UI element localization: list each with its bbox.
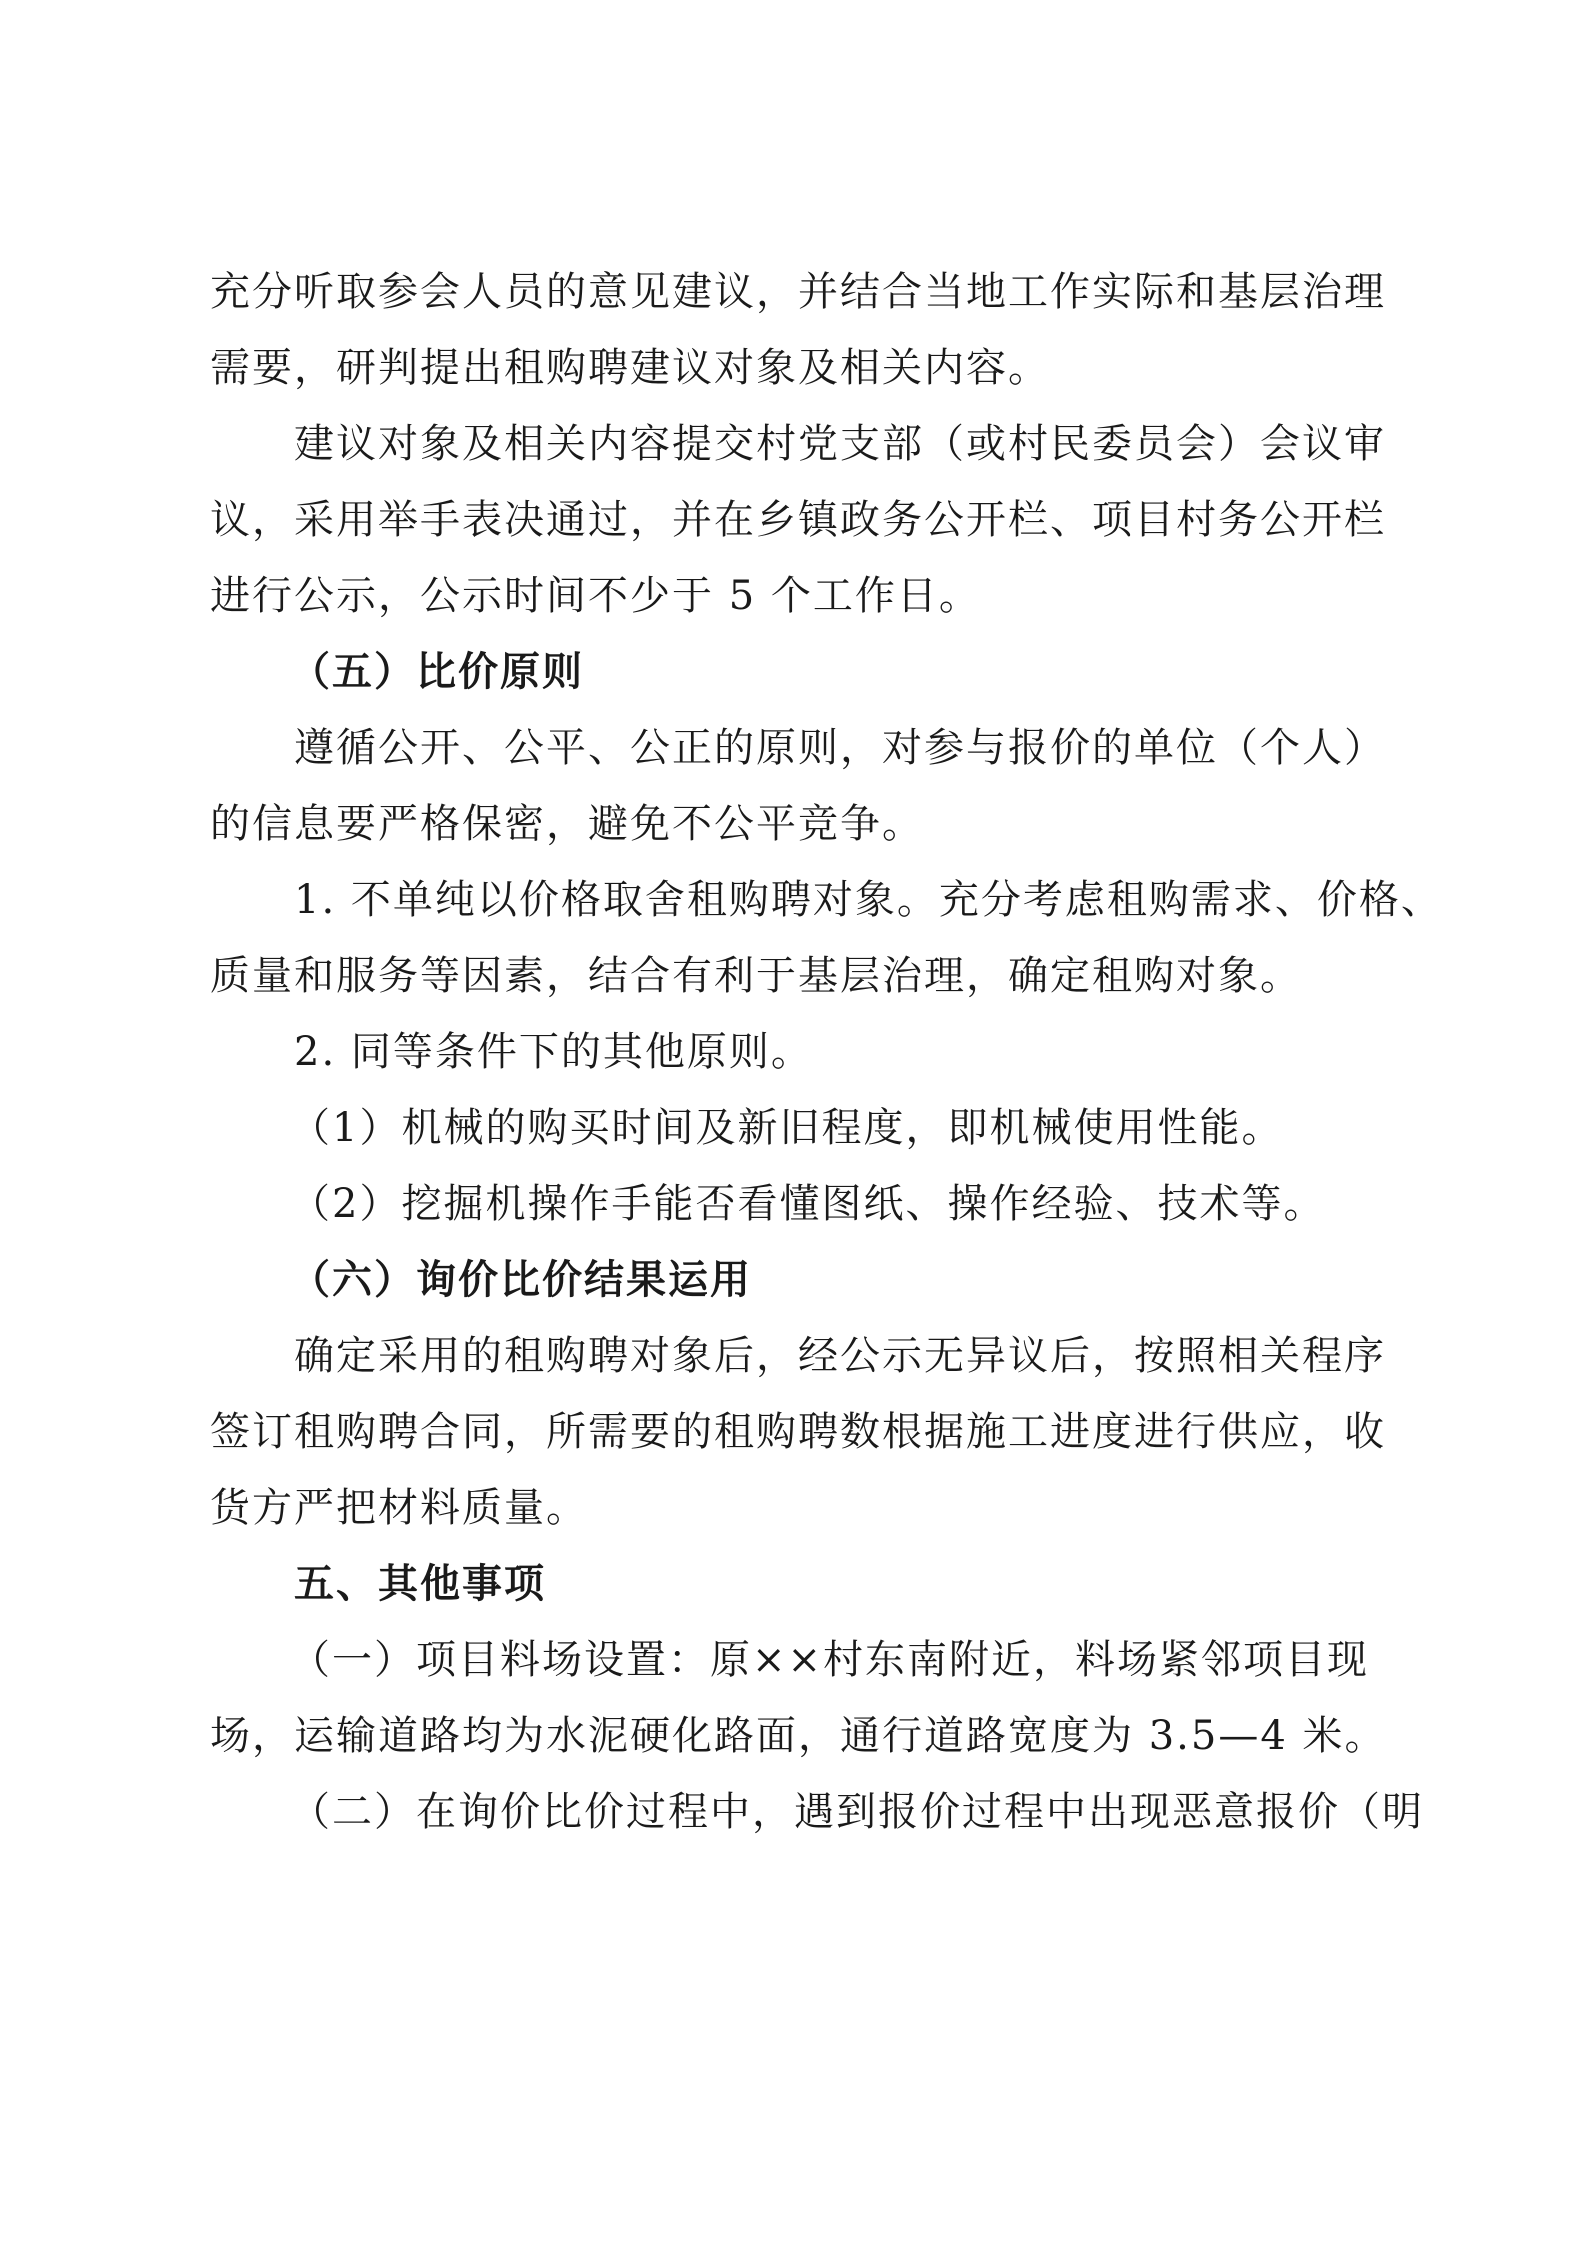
text-line: 充分听取参会人员的意见建议，并结合当地工作实际和基层治理 [210,269,1386,315]
text-line: 签订租购聘合同，所需要的租购聘数根据施工进度进行供应，收 [210,1409,1386,1455]
paragraph-line: 建议对象及相关内容提交村党支部（或村民委员会）会议审 [294,421,1386,467]
section-heading-jieguo-yunyong: （六）询价比价结果运用 [290,1256,752,1303]
paragraph-line: 遵循公开、公平、公正的原则，对参与报价的单位（个人） [294,725,1386,771]
section-heading-bijia-yuanze: （五）比价原则 [290,648,584,695]
text-line: 货方严把材料质量。 [210,1485,588,1531]
text-line: 议，采用举手表决通过，并在乡镇政务公开栏、项目村务公开栏 [210,497,1386,543]
paragraph-line: （二）在询价比价过程中，遇到报价过程中出现恶意报价（明 [290,1789,1424,1835]
sub-item-1: （1）机械的购买时间及新旧程度，即机械使用性能。 [290,1105,1284,1151]
text-line: 质量和服务等因素，结合有利于基层治理，确定租购对象。 [210,953,1302,999]
text-line: 需要，研判提出租购聘建议对象及相关内容。 [210,345,1050,391]
sub-item-2: （2）挖掘机操作手能否看懂图纸、操作经验、技术等。 [290,1181,1326,1227]
paragraph-line: （一）项目料场设置：原××村东南附近，料场紧邻项目现 [290,1637,1370,1683]
list-item-1: 1. 不单纯以价格取舍租购聘对象。充分考虑租购需求、价格、 [294,877,1443,923]
text-line: 场，运输道路均为水泥硬化路面，通行道路宽度为 3.5—4 米。 [210,1713,1387,1759]
paragraph-line: 确定采用的租购聘对象后，经公示无异议后，按照相关程序 [294,1333,1386,1379]
section-heading-qita-shixiang: 五、其他事项 [294,1560,546,1607]
text-line: 的信息要严格保密，避免不公平竞争。 [210,801,924,847]
text-line: 进行公示，公示时间不少于 5 个工作日。 [210,573,981,619]
list-item-2: 2. 同等条件下的其他原则。 [294,1029,813,1075]
